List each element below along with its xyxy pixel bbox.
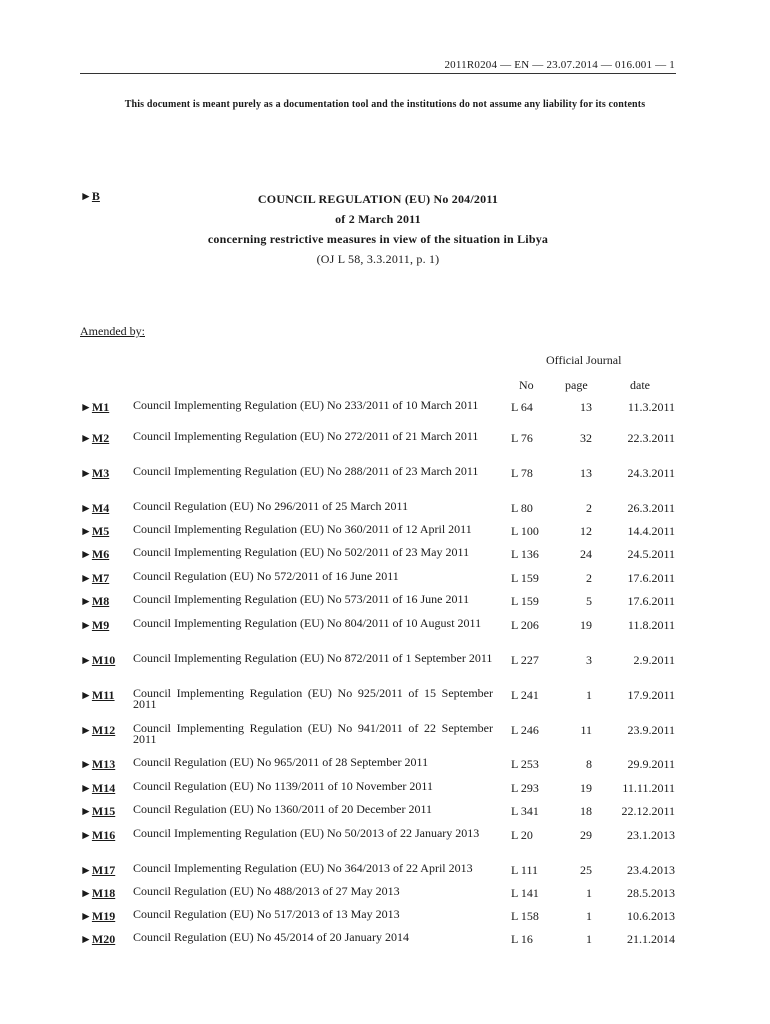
amendment-code-link[interactable]: M4 [91,501,110,515]
arrow-icon: ► [80,547,92,561]
disclaimer-text: This document is meant purely as a documentation tool and the institutions do not assume any liability for its contents [124,99,646,110]
oj-date: 24.3.2011 [627,466,675,480]
oj-page: 13 [580,400,592,414]
amendment-row [0,547,770,571]
arrow-icon: ► [80,863,92,877]
column-header-page: page [565,378,588,392]
arrow-icon: ► [80,524,92,538]
oj-date: 23.9.2011 [627,723,675,737]
oj-page: 1 [586,932,592,946]
amendment-code-link[interactable]: M5 [91,524,110,538]
oj-page: 3 [586,653,592,667]
amendment-description: Council Regulation (EU) No 488/2013 of 27 May 2013 [133,884,400,898]
amendment-marker [80,594,109,609]
amendment-row [0,804,770,828]
oj-number: L 16 [511,932,533,946]
oj-number: L 293 [511,781,539,795]
oj-page: 1 [586,688,592,702]
oj-date: 26.3.2011 [627,501,675,515]
oj-number: L 136 [511,547,539,561]
oj-number: L 341 [511,804,539,818]
amendment-description: Council Implementing Regulation (EU) No 925/2011 of 15 September 2011 [133,686,493,711]
oj-date: 11.3.2011 [627,400,675,414]
oj-number: L 64 [511,400,533,414]
amendment-marker [80,688,115,703]
arrow-icon: ► [80,688,92,702]
amendment-row [0,932,770,956]
oj-date: 17.6.2011 [627,594,675,608]
regulation-title: COUNCIL REGULATION (EU) No 204/2011 [257,192,499,206]
oj-number: L 159 [511,571,539,585]
oj-date: 11.8.2011 [627,618,675,632]
amendment-code-link[interactable]: M8 [91,594,110,608]
amendment-description: Council Implementing Regulation (EU) No 50/2013 of 22 January 2013 [133,826,480,840]
amendment-code-link[interactable]: M3 [91,466,110,480]
arrow-icon: ► [80,804,92,818]
amendment-marker [80,804,115,819]
amendment-code-link[interactable]: M2 [91,431,110,445]
amendment-marker [80,828,115,843]
oj-page: 1 [586,909,592,923]
amendment-description: Council Regulation (EU) No 296/2011 of 25 March 2011 [133,499,409,513]
amendment-marker [80,431,109,446]
amendment-marker [80,863,115,878]
amendment-marker [80,400,109,415]
amendment-description: Council Implementing Regulation (EU) No 233/2011 of 10 March 2011 [133,398,479,412]
oj-page: 2 [586,571,592,585]
regulation-subject: concerning restrictive measures in view of the situation in Libya [207,232,549,246]
oj-date: 14.4.2011 [627,524,675,538]
oj-page: 18 [580,804,592,818]
oj-date: 23.1.2013 [627,828,675,842]
oj-date: 22.12.2011 [621,804,675,818]
oj-number: L 20 [511,828,533,842]
amendment-code-link[interactable]: M1 [91,400,110,414]
arrow-icon: ► [80,189,92,203]
arrow-icon: ► [80,431,92,445]
title-block [80,189,676,269]
amendment-code-link[interactable]: M19 [91,909,116,923]
amendment-code-link[interactable]: M20 [91,932,116,946]
amendment-description: Council Regulation (EU) No 965/2011 of 28 September 2011 [133,755,429,769]
arrow-icon: ► [80,400,92,414]
amendment-marker [80,781,115,796]
amendment-code-link[interactable]: M14 [91,781,116,795]
column-header-date: date [630,378,650,392]
amendment-code-link[interactable]: M6 [91,547,110,561]
amendment-description: Council Implementing Regulation (EU) No 941/2011 of 22 September 2011 [133,721,493,746]
amendment-description: Council Implementing Regulation (EU) No 502/2011 of 23 May 2011 [133,545,470,559]
amendment-marker [80,653,115,668]
arrow-icon: ► [80,723,92,737]
amendment-code-link[interactable]: M18 [91,886,116,900]
amendment-description: Council Regulation (EU) No 1139/2011 of 10 November 2011 [133,779,433,793]
amendment-marker [80,757,115,772]
oj-page: 1 [586,886,592,900]
amendment-code-link[interactable]: M7 [91,571,110,585]
amendment-marker [80,932,115,947]
oj-date: 11.11.2011 [622,781,675,795]
oj-date: 22.3.2011 [627,431,675,445]
arrow-icon: ► [80,466,92,480]
oj-number: L 159 [511,594,539,608]
amendment-code-link[interactable]: M10 [91,653,116,667]
amendment-row [0,757,770,781]
amendment-row [0,618,770,642]
amendment-marker [80,524,109,539]
arrow-icon: ► [80,886,92,900]
amendment-row [0,466,770,490]
amendment-marker [80,909,115,924]
amendment-description: Council Implementing Regulation (EU) No 272/2011 of 21 March 2011 [133,429,479,443]
document-header-reference: 2011R0204 — EN — 23.07.2014 — 016.001 — 1 [444,59,675,71]
oj-page: 5 [586,594,592,608]
oj-number: L 241 [511,688,539,702]
column-header-no: No [519,378,534,392]
amendment-code-link[interactable]: M12 [91,723,116,737]
oj-reference: (OJ L 58, 3.3.2011, p. 1) [316,252,440,266]
amendment-row [0,431,770,455]
oj-number: L 111 [511,863,538,877]
arrow-icon: ► [80,932,92,946]
oj-page: 2 [586,501,592,515]
amendment-row [0,688,770,712]
oj-number: L 78 [511,466,533,480]
amendment-description: Council Regulation (EU) No 572/2011 of 16 June 2011 [133,569,399,583]
oj-page: 12 [580,524,592,538]
amendment-marker [80,618,109,633]
header-rule [80,73,676,74]
arrow-icon: ► [80,781,92,795]
amendment-marker [80,571,109,586]
amendment-code-link[interactable]: M17 [91,863,116,877]
amendment-row [0,828,770,852]
oj-number: L 80 [511,501,533,515]
amendment-description: Council Regulation (EU) No 45/2014 of 20 January 2014 [133,930,409,944]
amendment-marker [80,501,109,516]
arrow-icon: ► [80,828,92,842]
arrow-icon: ► [80,501,92,515]
oj-number: L 141 [511,886,539,900]
amendment-marker [80,547,109,562]
oj-number: L 227 [511,653,539,667]
oj-date: 17.6.2011 [627,571,675,585]
oj-date: 21.1.2014 [627,932,675,946]
arrow-icon: ► [80,909,92,923]
arrow-icon: ► [80,653,92,667]
oj-page: 25 [580,863,592,877]
oj-number: L 246 [511,723,539,737]
oj-date: 17.9.2011 [627,688,675,702]
regulation-date: of 2 March 2011 [335,212,421,226]
oj-number: L 158 [511,909,539,923]
oj-date: 10.6.2013 [627,909,675,923]
arrow-icon: ► [80,618,92,632]
amendment-code-link[interactable]: M15 [91,804,116,818]
arrow-icon: ► [80,594,92,608]
amendment-description: Council Implementing Regulation (EU) No 872/2011 of 1 September 2011 [133,651,493,665]
oj-page: 8 [586,757,592,771]
oj-date: 24.5.2011 [627,547,675,561]
oj-page: 24 [580,547,592,561]
oj-number: L 100 [511,524,539,538]
amendment-row [0,400,770,424]
oj-page: 13 [580,466,592,480]
oj-number: L 253 [511,757,539,771]
amendment-code-link[interactable]: M9 [91,618,110,632]
amendment-marker [80,466,109,481]
amendment-row [0,723,770,747]
oj-page: 11 [580,723,592,737]
amendment-marker [80,723,115,738]
amendment-row [0,653,770,677]
oj-number: L 206 [511,618,539,632]
oj-date: 23.4.2013 [627,863,675,877]
amendment-code-link[interactable]: M11 [91,688,115,702]
amended-by-label: Amended by: [80,324,145,338]
amendment-code-link[interactable]: M16 [91,828,116,842]
arrow-icon: ► [80,757,92,771]
base-code-link[interactable]: B [91,189,100,203]
amendment-description: Council Implementing Regulation (EU) No 573/2011 of 16 June 2011 [133,592,470,606]
oj-date: 28.5.2013 [627,886,675,900]
official-journal-heading: Official Journal [546,353,622,367]
amendment-description: Council Implementing Regulation (EU) No 288/2011 of 23 March 2011 [133,464,479,478]
amendment-description: Council Implementing Regulation (EU) No 804/2011 of 10 August 2011 [133,616,482,630]
amendment-row [0,594,770,618]
amendment-marker [80,886,115,901]
oj-page: 19 [580,781,592,795]
amendment-code-link[interactable]: M13 [91,757,116,771]
oj-page: 32 [580,431,592,445]
amendment-description: Council Regulation (EU) No 1360/2011 of 20 December 2011 [133,802,433,816]
arrow-icon: ► [80,571,92,585]
oj-date: 2.9.2011 [633,653,675,667]
oj-page: 19 [580,618,592,632]
amendment-description: Council Implementing Regulation (EU) No 364/2013 of 22 April 2013 [133,861,473,875]
oj-number: L 76 [511,431,533,445]
oj-date: 29.9.2011 [627,757,675,771]
amendment-description: Council Implementing Regulation (EU) No 360/2011 of 12 April 2011 [133,522,472,536]
oj-page: 29 [580,828,592,842]
amendment-description: Council Regulation (EU) No 517/2013 of 13 May 2013 [133,907,400,921]
